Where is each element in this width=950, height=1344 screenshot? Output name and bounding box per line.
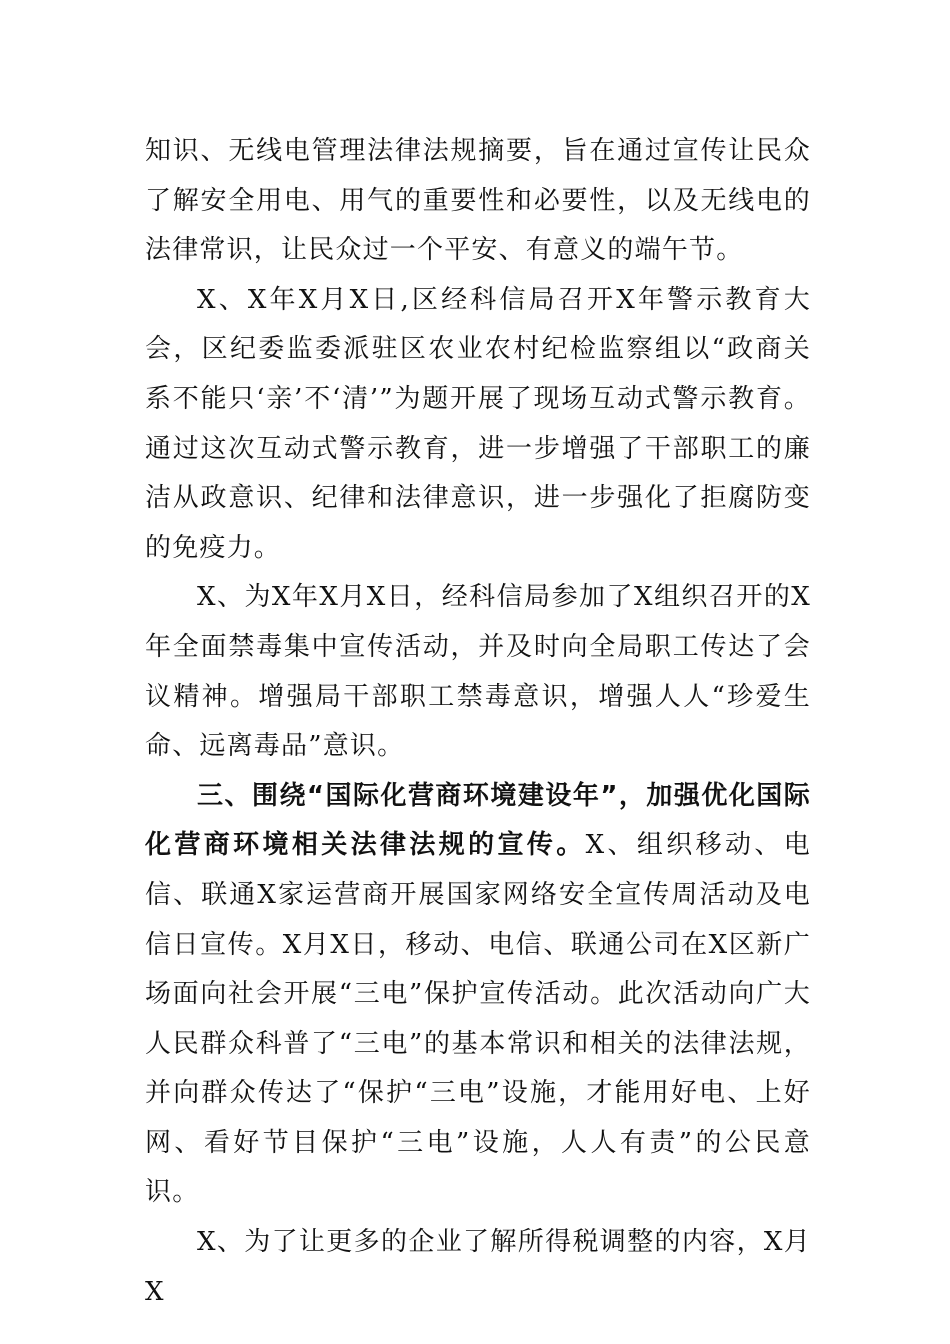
paragraph-text: X、组织移动、电信、联通X家运营商开展国家网络安全宣传周活动及电信日宣传。X月X日，移动、电信、联通公司在X区新广场面向社会开展“三电”保护宣传活动。此次活动向广大人民群众科普了“三电”的基本常识和相关的法律法规，并向群众传达了“保护“三电”设施，才能用好电、上好网、看好节目保护“三电”设施，人人有责”的公民意识。 xyxy=(145,830,811,1208)
paragraph-section-three xyxy=(145,772,811,1218)
document-body xyxy=(145,127,811,1317)
paragraph-text: X、为了让更多的企业了解所得税调整的内容，X月X xyxy=(145,1227,811,1307)
paragraph-text: X、X年X月X日,区经科信局召开X年警示教育大会，区纪委监委派驻区农业农村纪检监察组以“政商关系不能只‘亲’不‘清’”为题开展了现场互动式警示教育。通过这次互动式警示教育，进一步增强了干部职工的廉洁从政意识、纪律和法律意识，进一步强化了拒腐防变的免疫力。 xyxy=(145,284,811,563)
paragraph-income-tax xyxy=(145,1218,811,1317)
paragraph-anti-drug xyxy=(145,573,811,771)
section-heading: 三、围绕“国际化营商环境建设年”，加强优化国际化营商环境相关法律法规的宣传。 xyxy=(145,780,811,861)
paragraph-continued xyxy=(145,127,811,276)
paragraph-text: X、为X年X月X日，经科信局参加了X组织召开的X年全面禁毒集中宣传活动，并及时向全局职工传达了会议精神。增强局干部职工禁毒意识，增强人人“珍爱生命、远离毒品”意识。 xyxy=(145,582,811,762)
paragraph-text: 知识、无线电管理法律法规摘要，旨在通过宣传让民众了解安全用电、用气的重要性和必要性，以及无线电的法律常识，让民众过一个平安、有意义的端午节。 xyxy=(145,136,811,266)
paragraph-warning-education xyxy=(145,276,811,574)
